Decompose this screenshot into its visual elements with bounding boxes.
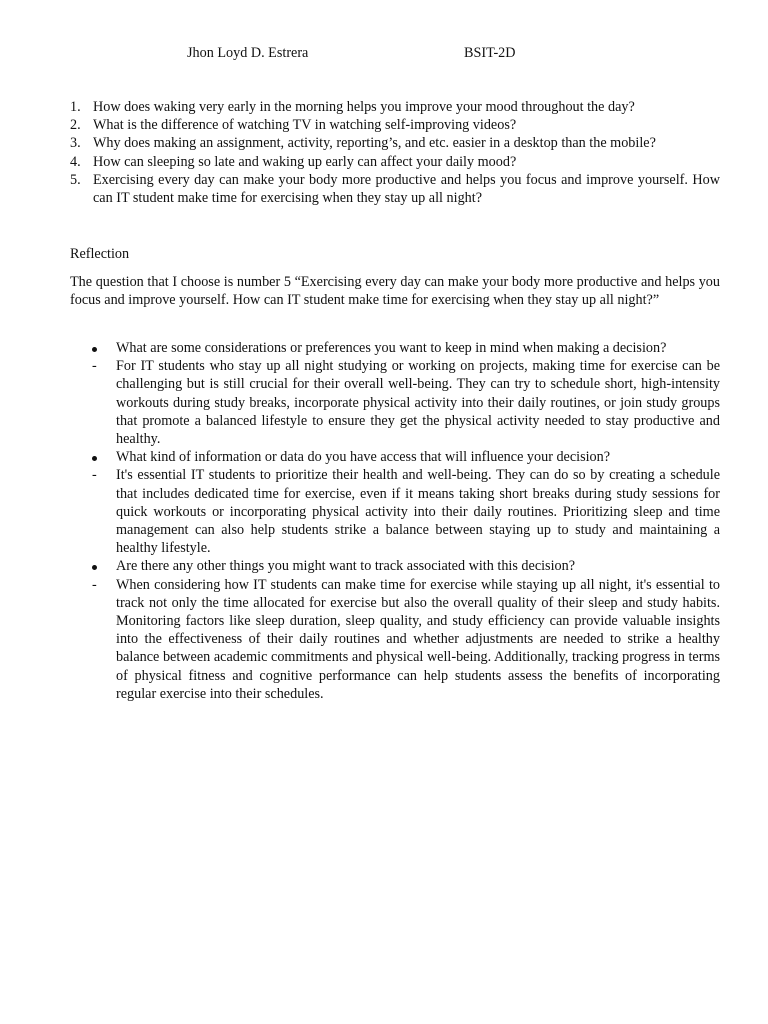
question-item [70,153,720,171]
question-list [70,98,720,207]
question-item [70,134,720,152]
question-number: 2. [70,117,81,134]
question-number: 1. [70,99,81,115]
reflection-question [70,448,720,466]
reflection-answer [70,466,720,557]
reflection-answer-text: It's essential IT students to prioritize their health and well-being. They can do so by creating a schedule that includes dedicated time for exercise, even if it means taking short breaks during study sessions for quick workouts or incorporating physical activity into their daily routines. Prioritizing sleep and time management can also help students strike a balance between staying up to study and maintaining a healthy lifestyle. [116,467,720,557]
dash-marker: - [92,576,97,593]
reflection-question [70,339,720,357]
question-number: 3. [70,135,81,152]
reflection-heading: Reflection [70,246,130,262]
question-text: Exercising every day can make your body more productive and helps you focus and improve yourself. How can IT student make time for exercising when they stay up all night? [93,171,720,207]
reflection-question [70,557,720,575]
question-text: How can sleeping so late and waking up early can affect your daily mood? [93,153,517,170]
reflection-question-text: What are some considerations or preferences you want to keep in mind when making a decision? [116,340,667,356]
reflection-answer [70,357,720,448]
class-section: BSIT-2D [464,45,516,61]
dash-marker: - [92,358,97,375]
reflection-answer-text: When considering how IT students can make time for exercise while staying up all night, it's essential to track not only the time allocated for exercise but also the overall quality of their sleep and study habits. Monitoring factors like sleep duration, sleep quality, and study efficiency can provide valuable insights into the effectiveness of their daily routines and whether adjustments are needed to strike a healthy balance between academic commitments and physical well-being. Additionally, tracking progress in terms of physical fitness and cognitive performance can help students assess the benefits of incorporating regular exercise into their schedules. [116,576,720,702]
reflection-question-text: What kind of information or data do you have access that will influence your decision? [116,449,611,466]
reflection-intro: The question that I choose is number 5 “Exercising every day can make your body more productive and helps you focus and improve yourself. How can IT student make time for exercising when they stay up all night?” [70,274,720,309]
question-item [70,116,720,134]
question-item [70,98,720,116]
bullet-icon [92,448,97,466]
reflection-answer [70,576,720,703]
bullet-icon [92,557,97,575]
dash-marker: - [92,467,97,484]
question-number: 4. [70,153,81,170]
reflection-list [70,339,720,703]
bullet-icon [92,339,97,357]
reflection-question-text: Are there any other things you might want to track associated with this decision? [116,558,576,575]
author-name: Jhon Loyd D. Estrera [187,45,309,61]
question-text: Why does making an assignment, activity, reporting’s, and etc. easier in a desktop than the mobile? [93,135,656,152]
question-item [70,171,720,207]
question-text: How does waking very early in the morning helps you improve your mood throughout the day? [93,99,635,115]
question-number: 5. [70,171,81,188]
reflection-answer-text: For IT students who stay up all night studying or working on projects, making time for exercise can be challenging but is still crucial for their overall well-being. They can try to schedule short, high-intensity workouts during study breaks, incorporate physical activity into their daily routines, or join study groups that promote a balanced lifestyle to ensure they get the physical activity needed to stay productive and healthy. [116,358,720,448]
question-text: What is the difference of watching TV in watching self-improving videos? [93,117,517,134]
